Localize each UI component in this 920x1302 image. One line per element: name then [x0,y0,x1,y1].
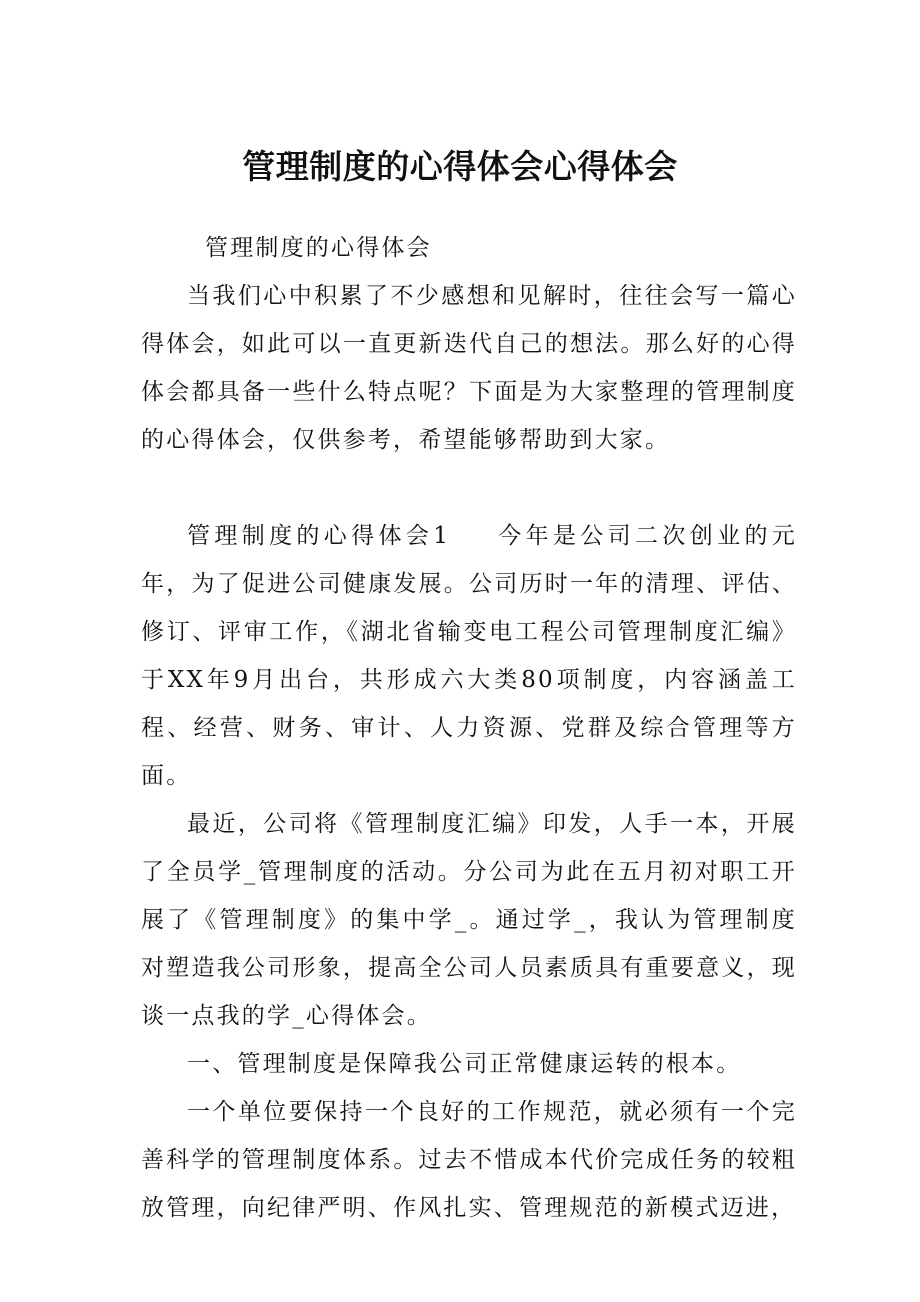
section1-text: 今年是公司二次创业的元年，为了促进公司健康发展。公司历时一年的清理、评估、修订、评审工作，《湖北省输变电工程公司管理制度汇编》于XX年9月出台，共形成六大类80项制度，内容涵盖工程、经营、财务、审计、人力资源、党群及综合管理等方面。 [141,523,797,789]
intro-paragraph: 当我们心中积累了不少感想和见解时，往往会写一篇心得体会，如此可以一直更新迭代自己的想法。那么好的心得体会都具备一些什么特点呢？下面是为大家整理的管理制度的心得体会，仅供参考，希望能够帮助到大家。 [141,283,797,453]
paragraph-3: 一个单位要保持一个良好的工作规范，就必须有一个完善科学的管理制度体系。过去不惜成本代价完成任务的较粗放管理，向纪律严明、作风扎实、管理规范的新模式迈进， [141,1099,797,1221]
document-subtitle: 管理制度的心得体会 [205,235,432,261]
document-body [141,224,797,1232]
document-title: 管理制度的心得体会心得体会 [242,147,678,186]
paragraph-2: 最近，公司将《管理制度汇编》印发，人手一本，开展了全员学_管理制度的活动。分公司为此在五月初对职工开展了《管理制度》的集中学_。通过学_，我认为管理制度对塑造我公司形象，提高全公司人员素质具有重要意义，现谈一点我的学_心得体会。 [141,811,797,1029]
section1-heading: 管理制度的心得体会1 [187,523,451,549]
section1-paragraph [141,512,797,800]
paragraph-spacer [141,464,797,512]
point1-heading: 一、管理制度是保障我公司正常健康运转的根本。 [187,1051,742,1077]
